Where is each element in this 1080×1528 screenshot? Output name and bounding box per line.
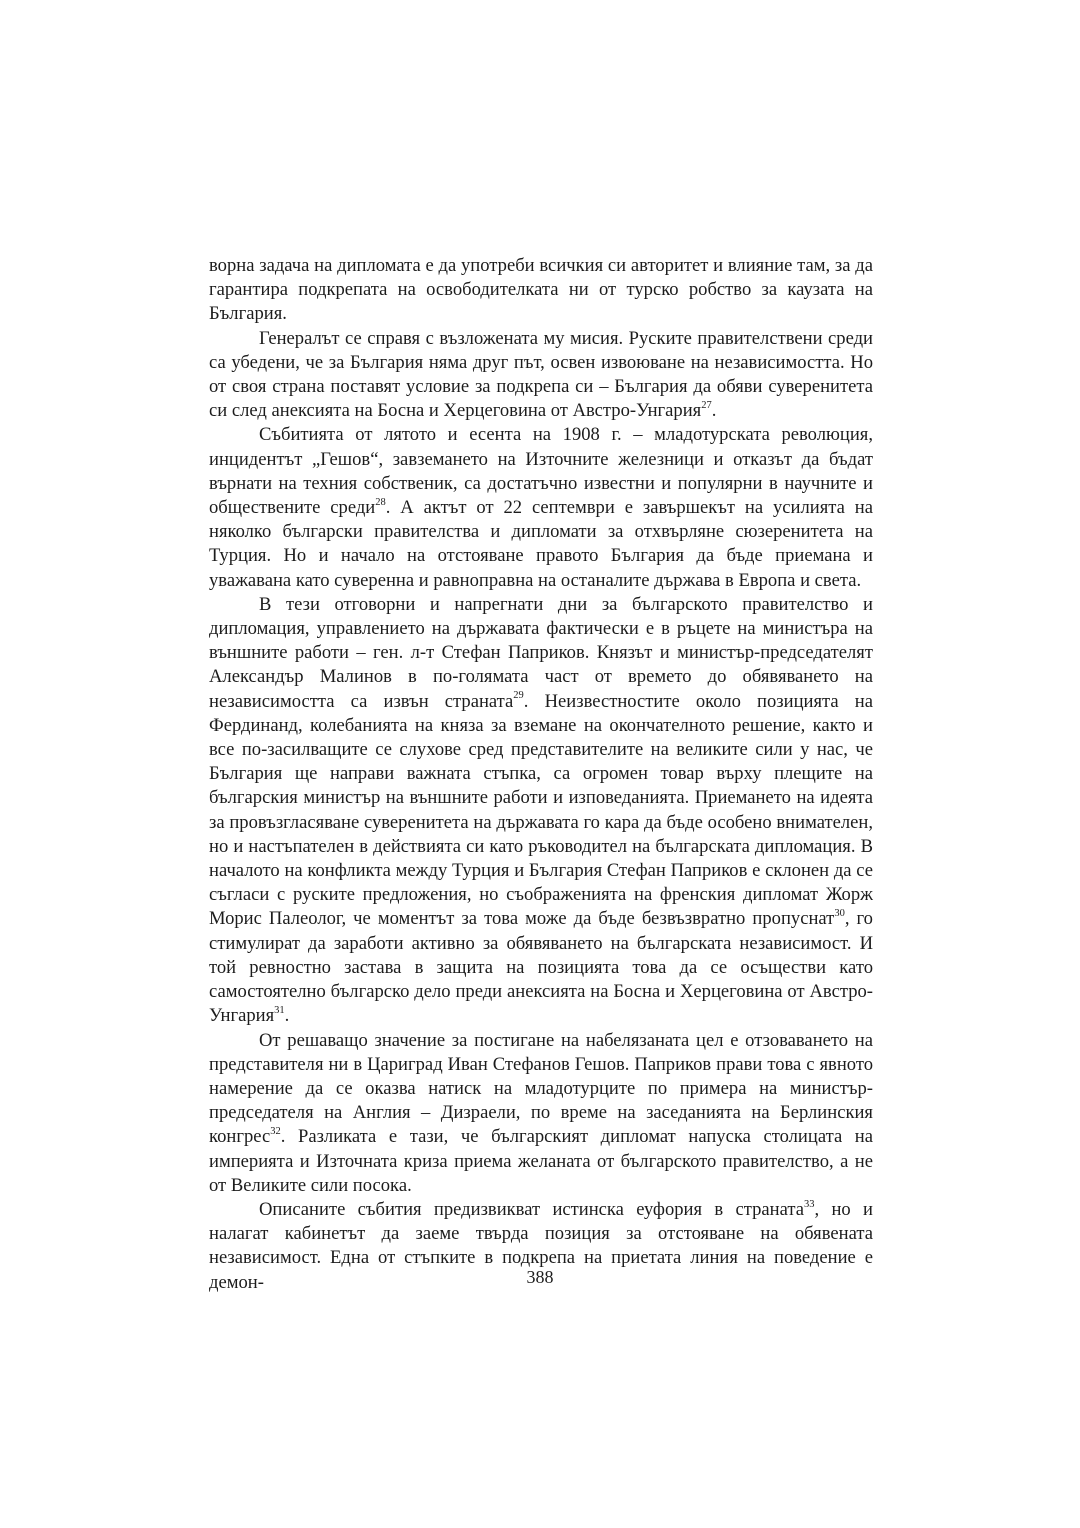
footnote-ref-28: 28 [375, 496, 386, 508]
body-text [209, 254, 873, 1295]
paragraph-text: Генералът се справя с възложената му мисия. Руските правителствени среди са убедени, че за България няма друг път, освен извоюване на независимостта. Но от своя страна поставят условие за подкрепа си – България да обяви суверенитета си след анексията на Босна и Херцеговина от Австро-Унгария [209, 327, 873, 422]
paragraph-5 [209, 1029, 873, 1198]
paragraph-2 [209, 327, 873, 424]
paragraph-text: Описаните събития предизвикват истинска еуфория в страната [259, 1198, 804, 1220]
paragraph-text-cont: , го стимулират да заработи активно за обявяването на българската независимост. И той ревностно застава в защита на позицията това да се осъществи като самостоятелно българско дело преди анексията на Босна и Херцеговина от Австро-Унгария [209, 908, 873, 1027]
footnote-ref-33: 33 [803, 1198, 815, 1210]
paragraph-4 [209, 593, 873, 1029]
paragraph-text: ворна задача на дипломата е да употреби всичкия си авторитет и влияние там, за да гарантира подкрепата на освободителката ни от турско робство за каузата на България. [209, 255, 873, 325]
footnote-ref-29: 29 [513, 690, 524, 702]
paragraph-text-cont: , но и налагат кабинетът да заеме твърда позиция за отстояване на обявената независимост. Една от стъпките в подкрепа на приетата линия на поведение е демон- [209, 1198, 873, 1293]
paragraph-text-cont: . Неизвестностите около позицията на Фердинанд, колебанията на княза за вземане на окончателното решение, както и все по-засилващите се слухове сред представителите на великите сили у нас, че България ще направи важната стъпка, са огромен товар върху плещите на българския министър на външните работи и изповеданията. Приемането на идеята за провъзгласяване суверенитета на държавата го кара да бъде особено внимателен, но и настъпателен в действията си като ръководител на българската дипломация. В началото на конфликта между Турция и България Стефан Паприков е склонен да се съгласи с руските предложения, но съображенията на френския дипломат Жорж Морис Палеолог, че моментът за това може да бъде безвъзвратно пропуснат [209, 690, 873, 930]
paragraph-text: От решаващо значение за постигане на набелязаната цел е отзоваването на представителя ни в Цариград Иван Стефанов Гешов. Паприков прави това с явното намерение да се оказва натиск на младотурците по примера на министър-председателя на Англия – Дизраели, по време на заседанията на Берлинския конгрес [209, 1029, 873, 1148]
paragraph-text-cont: . А актът от 22 септември е завършекът на усилията на няколко български правителства и дипломати за отхвърляне сюзеренитета на Турция. Но и начало на отстояване правото България да бъде приемана и уважавана като суверенна и равноправна на останалите държава в Европа и света. [209, 497, 873, 591]
footnote-ref-30: 30 [834, 908, 845, 920]
footnote-ref-31: 31 [274, 1005, 285, 1017]
footnote-ref-32: 32 [270, 1126, 281, 1138]
paragraph-3 [209, 423, 873, 592]
paragraph-1 [209, 254, 873, 327]
footnote-ref-27: 27 [701, 400, 712, 412]
paragraph-text-cont: . Разликата е тази, че българският дипломат напуска столицата на империята и Източната криза приема желаната от българското правителство, а не от Великите сили посока. [209, 1126, 873, 1196]
page-number: 388 [526, 1267, 554, 1287]
paragraph-text-cont: . [711, 400, 717, 422]
paragraph-text: Събитията от лятото и есента на 1908 г. – младотурската революция, инцидентът „Гешов“, завземането на Източните железници и отказът да бъдат върнати на техния собственик, са достатъчно известни и популярни в научните и обществените среди [209, 424, 873, 519]
paragraph-text: В тези отговорни и напрегнати дни за българското правителство и дипломация, управлението на държавата фактически е в ръцете на министъра на външните работи – ген. л-т Стефан Паприков. Князът и министър-председателят Александър Малинов в по-голямата част от времето до обявяването на независимостта са извън страната [209, 593, 873, 712]
paragraph-text-cont: . [284, 1005, 290, 1027]
